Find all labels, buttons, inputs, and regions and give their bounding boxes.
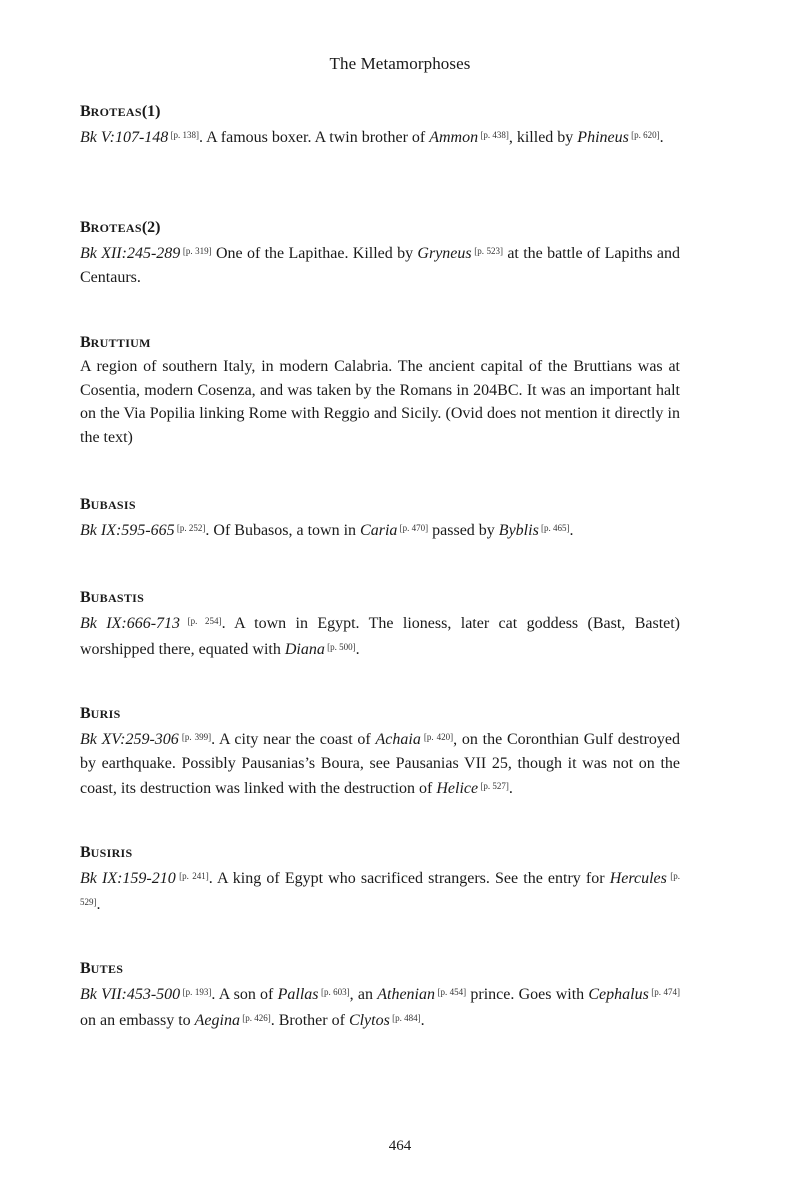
entry-text: . (355, 640, 360, 658)
entry-body (80, 124, 680, 150)
entry-heading: BUBASIS (80, 496, 136, 513)
entry-heading: BRUTTIUM (80, 334, 151, 351)
entry-text: . A city near the coast of (211, 731, 376, 748)
entry-name-link: Aegina (194, 1011, 240, 1029)
entry-text: prince. Goes with (466, 986, 589, 1003)
entry-name-link: Ammon (429, 129, 479, 146)
page-reference: [p. 420] (420, 732, 454, 742)
entry-name-link: Bk XII:245-289 (80, 245, 181, 262)
entry-name-link: Achaia (375, 731, 421, 748)
entry-name-link: Athenian (377, 986, 435, 1003)
entry-text: , an (349, 986, 378, 1003)
entry-text: , killed by (508, 129, 578, 146)
entry-text: at the battle of Lapiths and Centaurs. (80, 245, 680, 286)
page-reference: [p. 193] (180, 987, 212, 997)
entry-name-link: Gryneus (417, 245, 472, 262)
entry-name-link: Bk IX:595-665 (80, 522, 175, 539)
entry-text: . (96, 895, 101, 913)
entry-bubastis (80, 586, 680, 661)
entry-text: . Brother of (270, 1011, 349, 1029)
page-number: 464 (388, 1138, 412, 1154)
entry-text: . A king of Egypt who sacrificed strangers. See the entry for (208, 870, 610, 887)
entry-butes (80, 957, 680, 1032)
page-reference: [p. 527] (478, 781, 509, 791)
entry-name-link: Pallas (277, 986, 319, 1003)
entry-body (80, 981, 680, 1032)
page-reference: [p. 138] (168, 130, 200, 140)
page-reference: [p. 470] (397, 523, 429, 533)
entry-text: passed by (428, 522, 499, 539)
page-reference: [p. 438] (478, 130, 509, 140)
entry-text: . (420, 1011, 425, 1029)
entry-text: . A town in Egypt. The lioness, later cat goddess (Bast, Bastet) worshipped there, equated with (80, 615, 681, 658)
entry-text: . A famous boxer. A twin brother of (199, 129, 430, 146)
page-reference: [p. 254] (180, 616, 222, 626)
entry-name-link: Clytos (348, 1011, 390, 1029)
entry-name-link: Hercules (609, 870, 667, 887)
entry-broteas-1 (80, 100, 680, 150)
page-reference: [p. 474] (648, 987, 680, 997)
entry-bubasis (80, 493, 680, 543)
entry-name-link: Bk IX:159-210 (80, 870, 176, 887)
running-header: The Metamorphoses (329, 54, 471, 73)
entry-bruttium (80, 331, 680, 449)
entry-name-link: Caria (360, 522, 398, 539)
page-reference: [p. 241] (175, 871, 209, 881)
page-reference: [p. 523] (471, 246, 504, 256)
entry-body (80, 610, 680, 661)
entry-text: . A son of (211, 986, 278, 1003)
entry-text: . Of Bubasos, a town in (205, 522, 361, 539)
page-reference: [p. 603] (318, 987, 350, 997)
entry-text: A region of southern Italy, in modern Calabria. The ancient capital of the Bruttians was at Cosentia, modern Cosenza, and was taken by the Romans in 204BC. It was an important halt on the Via Popilia linking Rome with Reggio and Sicily. (Ovid does not mention it directly in the text) (80, 358, 680, 446)
entry-heading: BUTES (80, 960, 124, 977)
page-reference: [p. 529] (80, 871, 681, 907)
entry-heading: BUBASTIS (80, 589, 145, 606)
page-reference: [p. 620] (628, 130, 660, 140)
entry-text: . (569, 522, 574, 539)
entry-buris (80, 702, 680, 801)
page-reference: [p. 500] (324, 641, 356, 652)
page-reference: [p. 484] (389, 1012, 421, 1023)
entry-name-link: Cephalus (588, 986, 649, 1003)
entry-body (80, 726, 680, 801)
entry-text: on an embassy to (80, 1011, 195, 1029)
entry-body (80, 355, 680, 449)
entry-name-link: Phineus (577, 129, 629, 146)
entry-name-link: Helice (436, 780, 479, 797)
entry-name-link: Diana (284, 640, 325, 658)
entry-heading: BROTEAS(2) (80, 219, 161, 236)
entry-name-link: Bk V:107-148 (80, 129, 169, 146)
entry-body (80, 517, 680, 543)
entry-text: . (659, 129, 664, 146)
page-reference: [p. 465] (538, 523, 570, 533)
entry-heading: BROTEAS(1) (80, 103, 161, 120)
entry-heading: BUSIRIS (80, 844, 133, 861)
page-reference: [p. 454] (434, 987, 467, 997)
entry-name-link: Byblis (498, 522, 539, 539)
entry-broteas-2 (80, 216, 680, 289)
page-reference: [p. 426] (239, 1012, 271, 1023)
entry-name-link: Bk VII:453-500 (80, 986, 181, 1003)
entry-body (80, 865, 680, 916)
entry-heading: BURIS (80, 705, 121, 722)
entry-name-link: Bk XV:259-306 (80, 731, 179, 748)
entry-busiris (80, 841, 680, 916)
entry-body (80, 240, 680, 289)
entry-name-link: Bk IX:666-713 (80, 615, 181, 632)
entry-text: , on the Coronthian Gulf destroyed by earthquake. Possibly Pausanias’s Boura, see Pausanias VII 25, though it was not on the coast, its destruction was linked with the destruction of (80, 731, 681, 797)
page-reference: [p. 399] (178, 732, 212, 742)
page-reference: [p. 252] (174, 523, 206, 533)
entry-text: One of the Lapithae. Killed by (211, 245, 418, 262)
page-reference: [p. 319] (180, 246, 212, 256)
entry-text: . (508, 780, 513, 797)
